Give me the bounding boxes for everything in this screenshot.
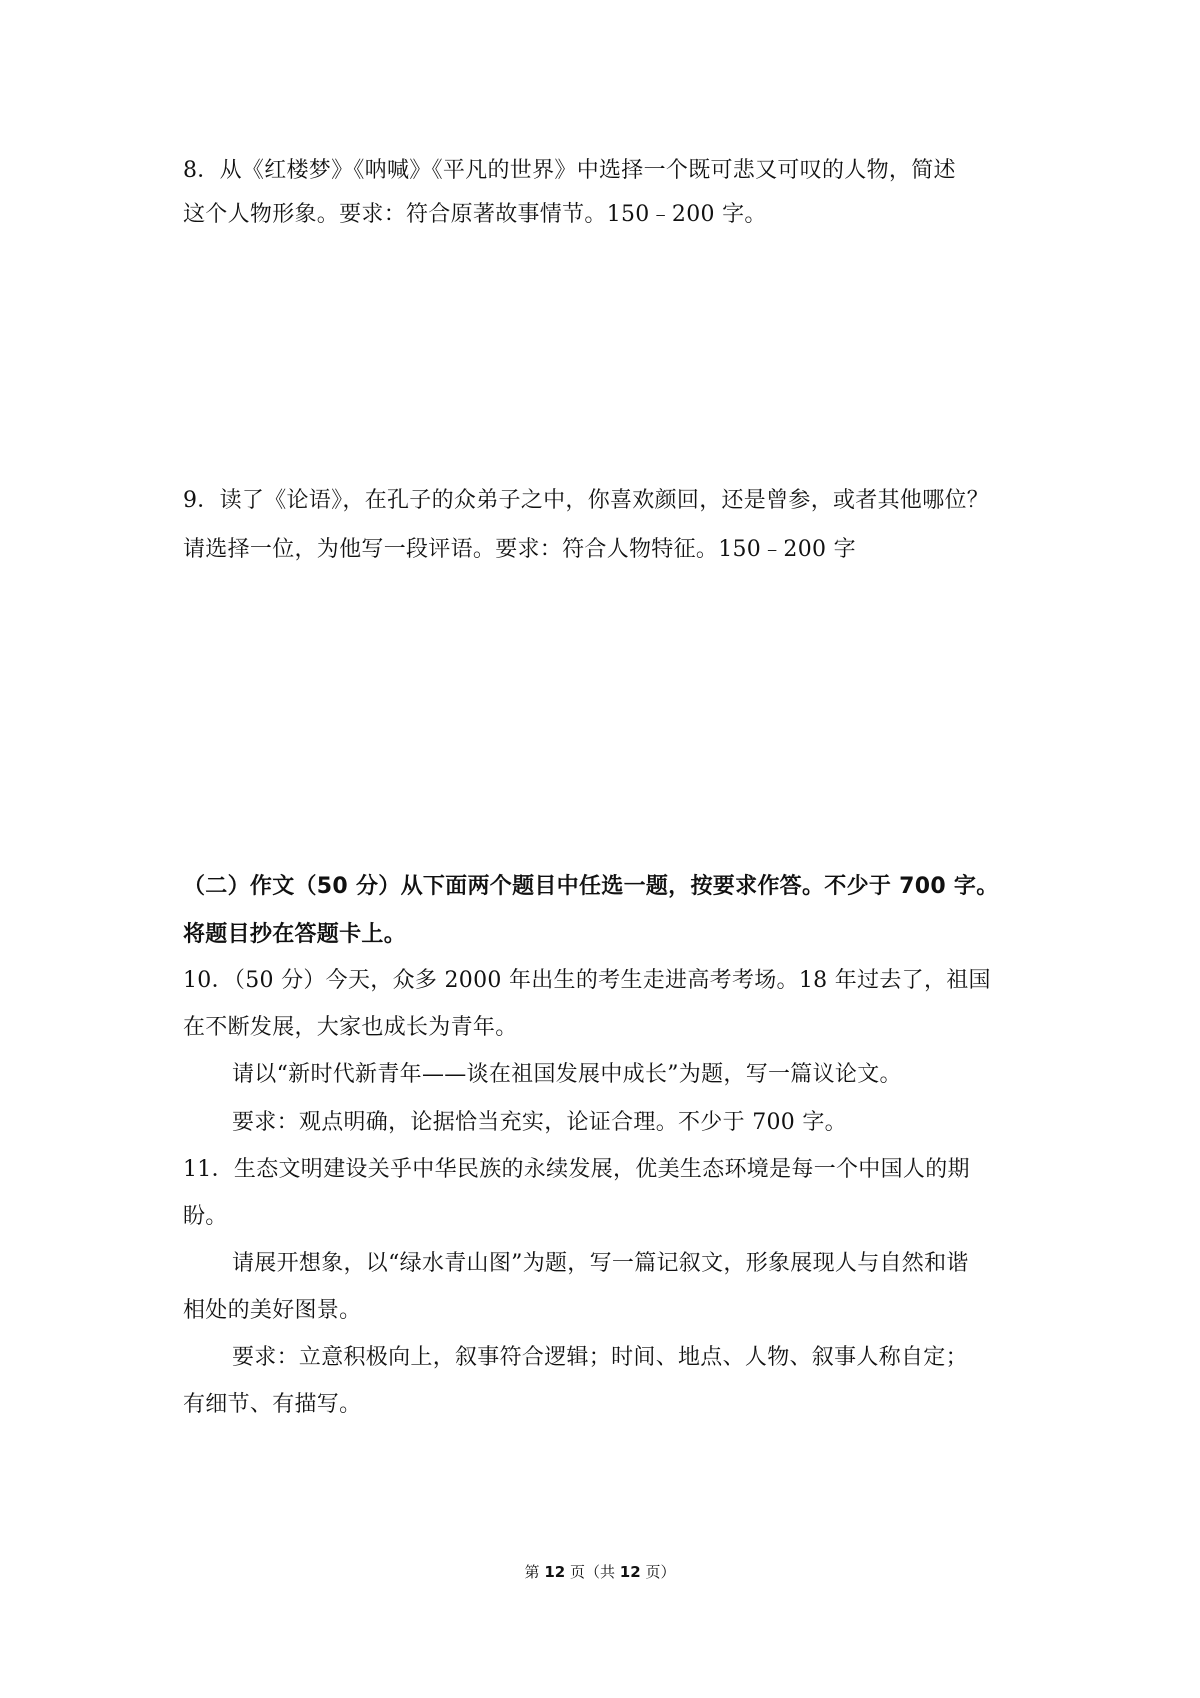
section-2-heading-line-1: （二）作文（50 分）从下面两个题目中任选一题，按要求作答。不少于 700 字。 — [183, 874, 999, 899]
q8-line-1: 8．从《红楼梦》《呐喊》《平凡的世界》中选择一个既可悲又可叹的人物，简述 — [183, 158, 956, 183]
q9-line-2: 请选择一位，为他写一段评语。要求：符合人物特征。150﹣200 字 — [183, 537, 856, 562]
q11-line-2: 盼。 — [183, 1204, 228, 1229]
footer-middle: 页（共 — [569, 1563, 615, 1581]
q10-prompt: 请以“新时代新青年——谈在祖国发展中成长”为题，写一篇议论文。 — [232, 1062, 902, 1087]
q11-requirement-line-1: 要求：立意积极向上，叙事符合逻辑；时间、地点、人物、叙事人称自定； — [232, 1345, 968, 1370]
q11-requirement-line-2: 有细节、有描写。 — [183, 1392, 362, 1417]
q11-line-1: 11．生态文明建设关乎中华民族的永续发展，优美生态环境是每一个中国人的期 — [183, 1157, 970, 1182]
footer-prefix: 第 — [524, 1563, 540, 1581]
q10-requirement: 要求：观点明确，论据恰当充实，论证合理。不少于 700 字。 — [232, 1110, 847, 1135]
q10-line-1: 10．（50 分）今天，众多 2000 年出生的考生走进高考考场。18 年过去了，祖国 — [183, 968, 991, 993]
q11-prompt-line-2: 相处的美好图景。 — [183, 1298, 362, 1323]
page-footer — [0, 1562, 1200, 1582]
q11-prompt-line-1: 请展开想象，以“绿水青山图”为题，写一篇记叙文，形象展现人与自然和谐 — [232, 1251, 969, 1276]
footer-suffix: 页） — [645, 1563, 676, 1581]
footer-total-pages: 12 — [619, 1563, 641, 1581]
q10-line-2: 在不断发展，大家也成长为青年。 — [183, 1015, 518, 1040]
footer-page-number: 12 — [544, 1563, 566, 1581]
q8-line-2: 这个人物形象。要求：符合原著故事情节。150﹣200 字。 — [183, 202, 767, 227]
section-2-heading-line-2: 将题目抄在答题卡上。 — [183, 922, 407, 947]
q9-line-1: 9．读了《论语》，在孔子的众弟子之中，你喜欢颜回，还是曾参，或者其他哪位？ — [183, 488, 990, 513]
